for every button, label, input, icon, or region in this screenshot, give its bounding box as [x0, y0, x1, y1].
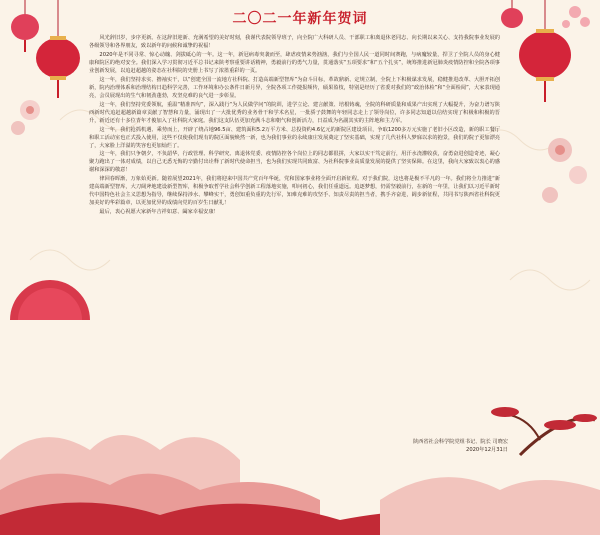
paragraph: 律回春晖渐，万象始更新。随着展望2021年，我们将迎来中国共产党百年华诞，党和国家事业将全面开启新征程。对于我们院，这也将是极不平凡的一年。我们将全力推进“新建高端新型智库，大刀阔斧地建设新型智库，积极争取哲学社会科学创新工程落地实施，叩问初心，我们任重道远。追逐梦想，仍需坚毅前行，在新的一年里，让我们以习近平新时代中国特色社会主义思想为指导，继续保持涉水、攀峰实干，勇创知重负重的先行军，知难克难的攻坚手、知责尽责的担当者，携手齐奋进，阔步新征程，共同书写陕西省社科院更加美好的华彩篇章，以更加优异的成绩向党的百岁生日献礼！ [89, 176, 500, 207]
paragraph: 这一年，我们坚持求实、撸袖实干，以“创建全国一流地方社科院、打造高端新型智库”为奋斗目标，革故鼎新、定规立制，全院上下积极谋求发展，稳健推进改革、大胆开拓创新，院内治理体系和治理结构日趋科学完善，工作环境和办公条件日新月异，全院各项工作捷报频传，硕果盈枝，特别是经历了省委对我们的“政治体检”和“全面检阅”，大家表现通亮，会员展现出的生气和韧劲蓬勃，攻坚克难的良气进一步彰显。 [89, 76, 500, 99]
flower-cluster-right-icon [542, 138, 587, 203]
paragraph: 这一年，我们坚持党委领航，重温“精准四句”，深入践行“为人民做学问”的院训，进学立论、建言献策、培根铸魂，全院的科研质量和成果产出实现了大幅提升，为奋力谱写陕西新时代追赶超越新篇章贡献了智慧和力量，涌现出了一大批优秀的业务骨干和学术名星，一批骄子鼓舞的年轻同志走上了领导岗位，许多同志知道以信结实现了积极和积极的晋升，新近还有十多位青年才俊加入了社科院大家庭。我们这支队伍更加充满斗志和朝气和创新活力，日益成为名副其实的主阵地和主力军。 [89, 101, 500, 124]
paragraph: 最后，衷心祝愿大家新年吉祥如意、阖家幸福安康！ [99, 209, 219, 216]
paragraph: 风光辞旧岁，步序更新。在这辞旧迎新、充满希望的美好时刻，我谨代表院领导班子，向全院广大科研人员、干部职工和离退休老同志、向长期以来关心、支持我院事业发展的各级领导和各界朋友，致以新年的问候和诚挚的祝福！ [89, 35, 500, 49]
signature-author: 陕西省社会科学院党组书记、院长 司晓宏 [412, 439, 508, 445]
flower-cluster-left-icon [11, 100, 40, 135]
cloud-waves-bottom [0, 435, 600, 535]
paragraph: 这一年，我们抢抓机遇、乘势而上，开辟了绕占地96.5亩、建筑面积5.2万平方米、总投资约4.6亿元的新院区建设项目，争取1200多万元实施了老旧小区改造，新的职工餐厅和职工活动室也正式投入使用，这些不仅使我们现有的院区面貌焕然一新，也为我们事业的永续康庄发展奠定了坚实基础，实现了几代社科人梦寐以求的抱景，我们的院子更加漂亮了，大家脸上洋溢的笑容也更加灿烂了。 [89, 126, 500, 149]
fan-ornament-icon [10, 280, 90, 320]
paragraph: 2020年是不同寻常、惊心动魄、剑拔砥心的一年。这一年，新冠病毒突袭而至，肆虐疫情来势汹汹，我们与全国人民一道同时间赛跑，与病魔较量，捍卫了全院人员的身心健康和院区的绝对安全。我们深入学习贯彻习近平总书记来陕考察重要讲话精神，勇毅前行的勇气力量，贯通落实“五项要求”和“五个扎实”，统筹推进新冠肺炎疫情防控和全院各项事业创新发展，以追赶超越的姿态在社科院的史册上书写了浓墨重彩的一页。 [89, 51, 500, 74]
paragraph: 这一年，我们只争朝夕，不负韶华，行政管理、科学研究、离退休党委、疫情防控各个岗位上的同志都很拼，大家以实干笃定前行，用汗水浇灌收获，奋勇奋进创造奇迹，凝心聚力跑出了一体对成绩，以自己无悉无悔的辛勤付出诠释了新时代使命担当，也为我们实现共同致富、为社科院事业高质量发展的提供了坚实保障。在这里，我向大家致以衷心的感谢和深深的敬意！ [89, 151, 500, 174]
page-title: 二〇二一年新年贺词 [232, 11, 368, 27]
greeting-body [89, 34, 500, 217]
signature-date: 2020年12月31日 [466, 447, 508, 453]
signature-block [413, 438, 508, 454]
